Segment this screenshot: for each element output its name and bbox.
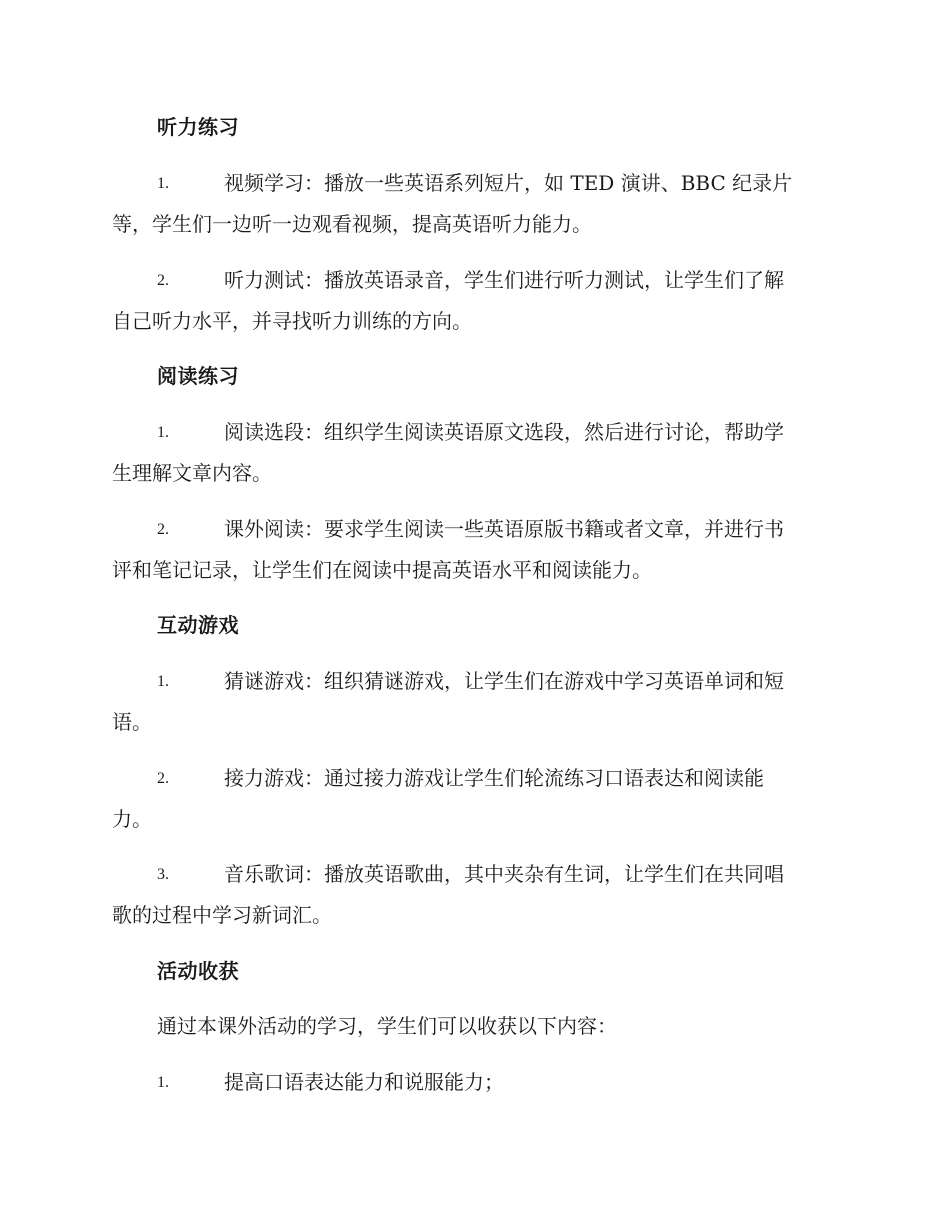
section-heading-games: 互动游戏 — [157, 613, 239, 637]
list-item-text: 视频学习：播放一些英语系列短片，如 TED 演讲、BBC 纪录片 — [224, 171, 793, 195]
list-item-text: 音乐歌词：播放英语歌曲，其中夹杂有生词，让学生们在共同唱 — [224, 862, 784, 886]
list-item-text: 猜谜游戏：组织猜谜游戏，让学生们在游戏中学习英语单词和短 — [224, 669, 784, 693]
list-item-number: 1. — [157, 175, 169, 192]
list-item-text-continued: 评和笔记记录，让学生们在阅读中提高英语水平和阅读能力。 — [112, 558, 652, 582]
list-item-text: 听力测试：播放英语录音，学生们进行听力测试，让学生们了解 — [224, 268, 784, 292]
list-item-number: 2. — [157, 272, 169, 289]
list-item-text-continued: 自己听力水平，并寻找听力训练的方向。 — [112, 309, 472, 333]
list-item-text-continued: 歌的过程中学习新词汇。 — [112, 903, 332, 927]
list-item-text-continued: 生理解文章内容。 — [112, 461, 272, 485]
section-heading-reading: 阅读练习 — [157, 364, 239, 388]
section-heading-outcomes: 活动收获 — [157, 959, 239, 983]
list-item-text-continued: 力。 — [112, 807, 152, 831]
list-item-number: 2. — [157, 521, 169, 538]
list-item-number: 1. — [157, 673, 169, 690]
list-item-text-continued: 等，学生们一边听一边观看视频，提高英语听力能力。 — [112, 212, 592, 236]
list-item-text: 接力游戏：通过接力游戏让学生们轮流练习口语表达和阅读能 — [224, 766, 764, 790]
list-item-number: 3. — [157, 866, 169, 883]
list-item-number: 2. — [157, 770, 169, 787]
list-item-number: 1. — [157, 1074, 169, 1091]
list-item-text-continued: 语。 — [112, 710, 152, 734]
list-item-text: 提高口语表达能力和说服能力； — [224, 1070, 504, 1094]
list-item-text: 课外阅读：要求学生阅读一些英语原版书籍或者文章，并进行书 — [224, 517, 784, 541]
section-heading-listening: 听力练习 — [157, 115, 239, 139]
intro-paragraph: 通过本课外活动的学习，学生们可以收获以下内容： — [157, 1014, 617, 1038]
list-item-number: 1. — [157, 424, 169, 441]
list-item-text: 阅读选段：组织学生阅读英语原文选段，然后进行讨论，帮助学 — [224, 420, 784, 444]
